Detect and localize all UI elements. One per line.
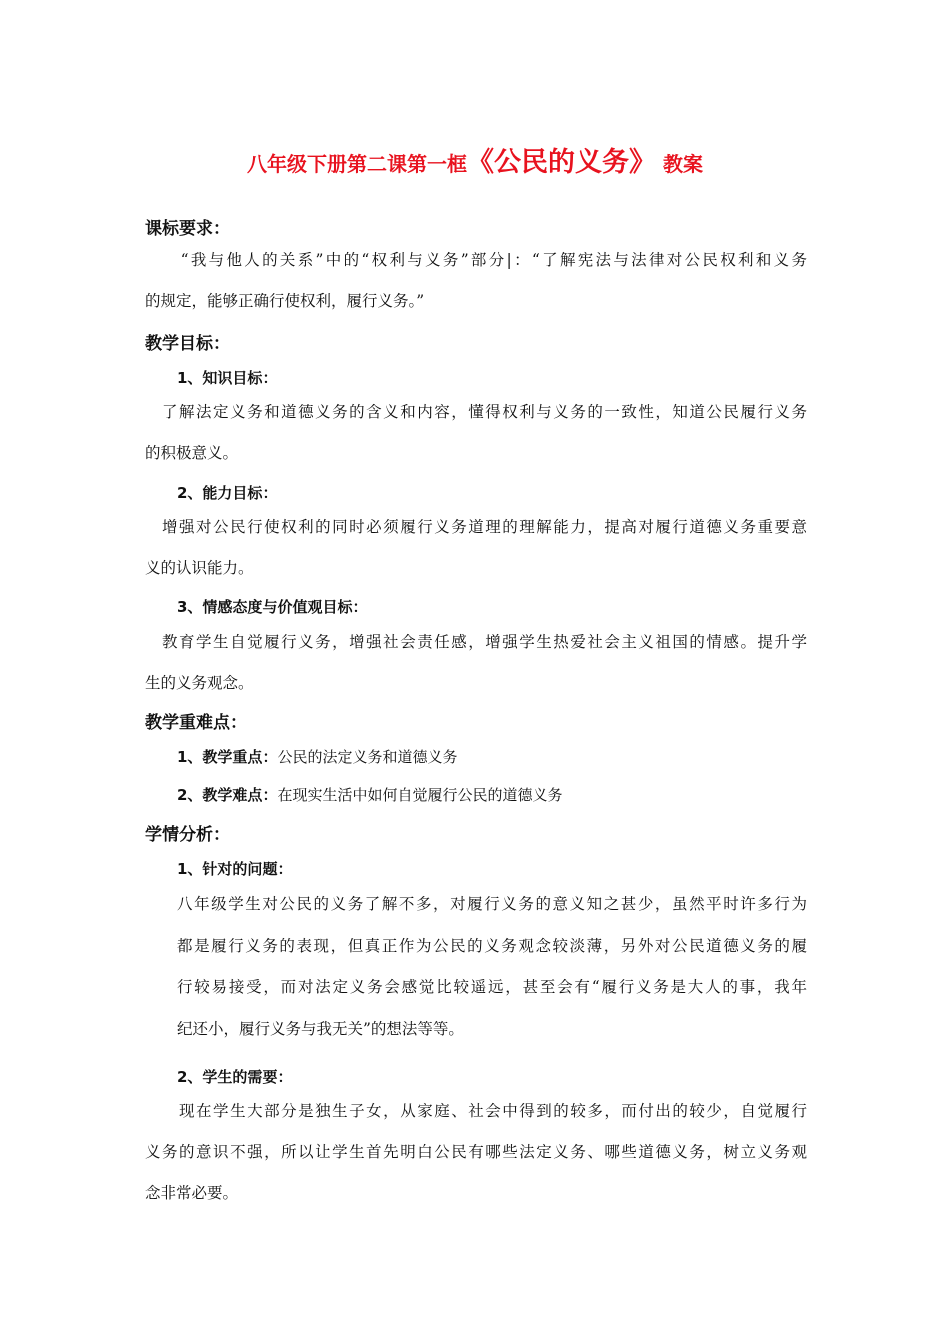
title-suffix: 教案	[662, 152, 703, 176]
text-line: 都是履行义务的表现，但真正作为公民的义务观念较淡薄，另外对公民道德义务的履	[177, 936, 807, 955]
text-line: 现在学生大部分是独生子女，从家庭、社会中得到的较多，而付出的较少，自觉履行	[145, 1102, 807, 1120]
text-line: 义务的意识不强，所以让学生首先明白公民有哪些法定义务、哪些道德义务，树立义务观	[145, 1143, 807, 1161]
text-line: 行较易接受，而对法定义务会感觉比较遥远，甚至会有“履行义务是大人的事，我年	[177, 978, 807, 996]
key-point	[177, 746, 457, 767]
heading-curriculum: 课标要求：	[145, 219, 230, 239]
text-line: 教育学生自觉履行义务，增强社会责任感，增强学生热爱社会主义祖国的情感。提升学	[145, 633, 807, 651]
paragraph-ability	[145, 507, 807, 589]
heading-student-analysis: 学情分析：	[145, 825, 230, 845]
goal-emotion-label: 3、情感态度与价值观目标：	[177, 598, 368, 616]
text-line: 义的认识能力。	[145, 559, 254, 577]
key-point-label: 1、教学重点：	[177, 748, 278, 766]
text-line: 的积极意义。	[145, 444, 239, 462]
paragraph-problem	[177, 884, 807, 1050]
document-title	[0, 146, 950, 181]
goal-knowledge-label: 1、知识目标：	[177, 369, 278, 387]
key-point-text: 公民的法定义务和道德义务	[277, 748, 458, 766]
paragraph-emotion	[145, 622, 807, 704]
title-main: 《公民的义务》	[467, 147, 657, 178]
goal-ability-label: 2、能力目标：	[177, 484, 278, 502]
heading-key-points: 教学重难点：	[145, 713, 247, 733]
text-line: 了解法定义务和道德义务的含义和内容，懂得权利与义务的一致性，知道公民履行义务	[145, 403, 807, 421]
analysis-needs-label: 2、学生的需要：	[177, 1068, 293, 1086]
paragraph-curriculum	[145, 240, 807, 322]
heading-goals: 教学目标：	[145, 334, 230, 354]
text-line: 的规定，能够正确行使权利，履行义务。”	[145, 292, 425, 310]
difficult-point-text: 在现实生活中如何自觉履行公民的道德义务	[277, 786, 563, 804]
text-line: 生的义务观念。	[145, 674, 254, 692]
paragraph-knowledge	[145, 392, 807, 474]
paragraph-needs	[145, 1091, 807, 1214]
difficult-point-label: 2、教学难点：	[177, 786, 278, 804]
analysis-problem-label: 1、针对的问题：	[177, 860, 293, 878]
text-line: 增强对公民行使权利的同时必须履行义务道理的理解能力，提高对履行道德义务重要意	[145, 518, 807, 536]
text-line: 八年级学生对公民的义务了解不多，对履行义务的意义知之甚少，虽然平时许多行为	[177, 895, 807, 913]
text-line: 念非常必要。	[145, 1184, 239, 1202]
title-prefix: 八年级下册第二课第一框	[247, 152, 468, 176]
text-line: 纪还小，履行义务与我无关”的想法等等。	[177, 1019, 464, 1038]
text-line: “我与他人的关系”中的“权利与义务”部分|：“了解宪法与法律对公民权利和义务	[145, 251, 807, 269]
difficult-point	[177, 784, 562, 805]
